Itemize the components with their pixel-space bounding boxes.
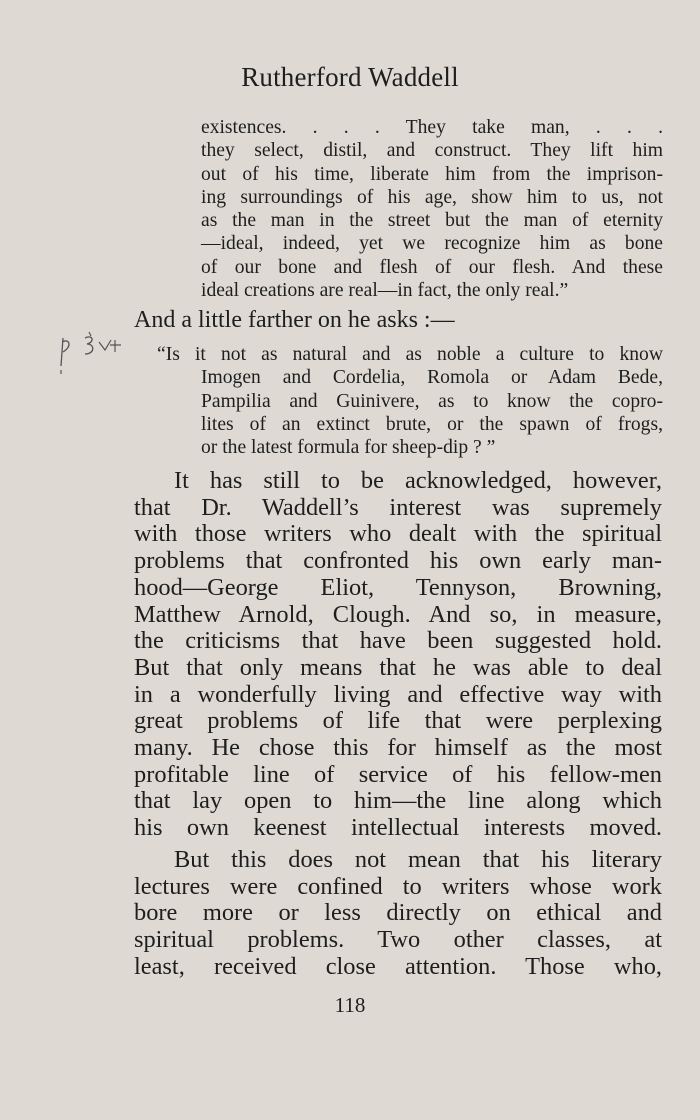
paragraph-line: hood—George Eliot, Tennyson, Browning, bbox=[134, 573, 662, 601]
quote-1-line: out of his time, liberate him from the imprison- bbox=[201, 163, 663, 185]
paragraph-line: least, received close attention. Those who, bbox=[134, 952, 662, 980]
quote-2-line: “Is it not as natural and as noble a culture to know bbox=[157, 344, 663, 365]
paragraph-line: lectures were confined to writers whose work bbox=[134, 872, 662, 900]
quote-1-line: they select, distil, and construct. They lift him bbox=[201, 140, 663, 162]
quote-1-line: ing surroundings of his age, show him to us, not bbox=[201, 186, 663, 208]
paragraph-line: problems that confronted his own early man- bbox=[134, 547, 662, 575]
lead-in-line: And a little farther on he asks :— bbox=[134, 307, 455, 333]
quote-2-line: lites of an extinct brute, or the spawn of frogs, bbox=[201, 413, 663, 435]
paragraph-line: in a wonderfully living and effective way with bbox=[134, 680, 662, 708]
paragraph-line: profitable line of service of his fellow-men bbox=[134, 760, 662, 788]
paragraph-line: It has still to be acknowledged, however, bbox=[174, 467, 662, 494]
paragraph-line: that lay open to him—the line along which bbox=[134, 787, 662, 815]
block-quote-1 bbox=[201, 116, 663, 302]
quote-1-line: of our bone and flesh of our flesh. And these bbox=[201, 256, 663, 278]
paragraph-1 bbox=[134, 468, 662, 842]
paragraph-line: with those writers who dealt with the spiritual bbox=[134, 520, 662, 548]
paragraph-line: that Dr. Waddell’s interest was supremely bbox=[134, 493, 662, 521]
paragraph-line: many. He chose this for himself as the most bbox=[134, 734, 662, 762]
page-number: 118 bbox=[334, 993, 366, 1017]
paragraph-2 bbox=[134, 847, 662, 981]
quote-1-line: —ideal, indeed, yet we recognize him as bone bbox=[201, 233, 663, 255]
paragraph-line: Matthew Arnold, Clough. And so, in measure, bbox=[134, 600, 662, 628]
quote-1-line: ideal creations are real—in fact, the only real.” bbox=[201, 280, 569, 302]
paragraph-line: great problems of life that were perplexing bbox=[134, 707, 662, 735]
quote-2-line: Pampilia and Guinivere, as to know the copro- bbox=[201, 390, 663, 412]
paragraph-line: spiritual problems. Two other classes, at bbox=[134, 926, 662, 954]
paragraph-line: But this does not mean that his literary bbox=[174, 846, 662, 873]
paragraph-line: But that only means that he was able to deal bbox=[134, 653, 662, 681]
handwritten-margin-note bbox=[55, 330, 133, 378]
quote-2-line: Imogen and Cordelia, Romola or Adam Bede, bbox=[201, 367, 663, 389]
quote-1-line: existences. . . . They take man, . . . bbox=[201, 117, 663, 138]
paragraph-line: bore more or less directly on ethical and bbox=[134, 899, 662, 927]
block-quote-2 bbox=[157, 343, 663, 459]
paragraph-line: the criticisms that have been suggested hold. bbox=[134, 627, 662, 655]
running-head: Rutherford Waddell bbox=[241, 62, 459, 92]
quote-2-line: or the latest formula for sheep-dip ? ” bbox=[201, 437, 496, 459]
paragraph-line: his own keenest intellectual interests moved. bbox=[134, 814, 662, 842]
quote-1-line: as the man in the street but the man of eternity bbox=[201, 210, 663, 232]
